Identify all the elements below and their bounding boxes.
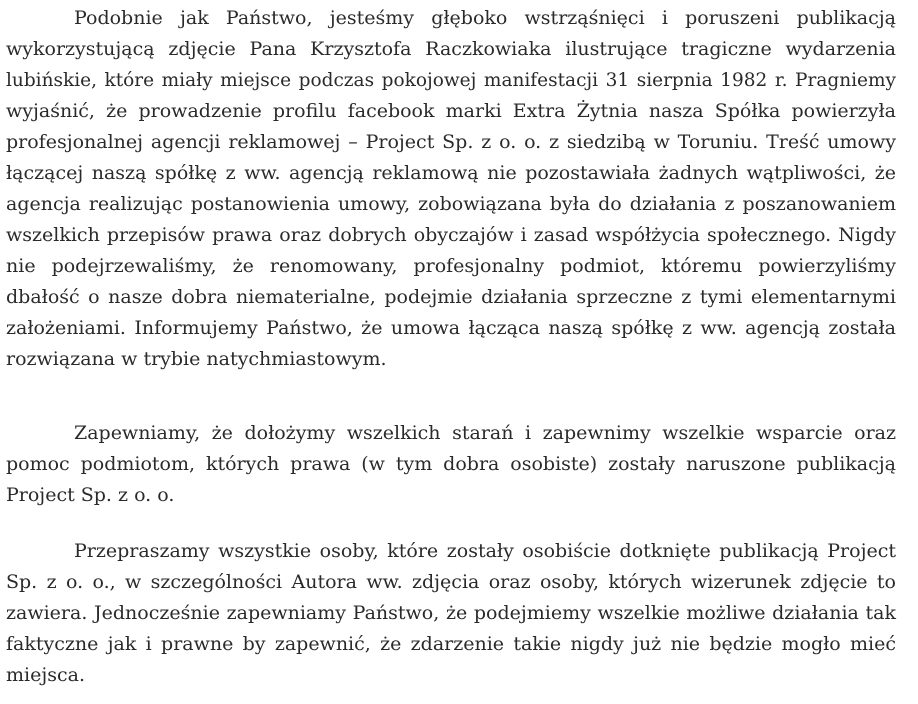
paragraph-line: agencja realizując postanowienia umowy, zobowiązana była do działania z poszanowaniem: [6, 193, 896, 215]
paragraph-line: Przepraszamy wszystkie osoby, które zostały osobiście dotknięte publikacją Project: [74, 540, 896, 562]
paragraph-line: faktyczne jak i prawne by zapewnić, że zdarzenie takie nigdy już nie będzie mogło mieć: [6, 633, 896, 655]
paragraph-line: Podobnie jak Państwo, jesteśmy głęboko wstrząśnięci i poruszeni publikacją: [74, 7, 896, 29]
paragraph-line: zawiera. Jednocześnie zapewniamy Państwo, że podejmiemy wszelkie możliwe działania tak: [6, 602, 896, 624]
paragraph-line: wszelkich przepisów prawa oraz dobrych obyczajów i zasad współżycia społecznego. Nigdy: [6, 224, 896, 246]
paragraph-line: łączącej naszą spółkę z ww. agencją reklamową nie pozostawiała żadnych wątpliwości, że: [6, 162, 896, 184]
paragraph-line: nie podejrzewaliśmy, że renomowany, profesjonalny podmiot, któremu powierzyliśmy: [6, 255, 896, 277]
paragraph-line: profesjonalnej agencji reklamowej – Project Sp. z o. o. z siedzibą w Toruniu. Treść umowy: [6, 131, 896, 153]
paragraph-line: Project Sp. z o. o.: [6, 484, 175, 506]
paragraph-line: rozwiązana w trybie natychmiastowym.: [6, 348, 387, 370]
paragraph-line: miejsca.: [6, 664, 85, 686]
paragraph-2: [6, 418, 896, 511]
paragraph-line: Sp. z o. o., w szczególności Autora ww. zdjęcia oraz osoby, których wizerunek zdjęcie to: [6, 571, 896, 593]
paragraph-line: Zapewniamy, że dołożymy wszelkich starań i zapewnimy wszelkie wsparcie oraz: [74, 422, 896, 444]
paragraph-line: wykorzystującą zdjęcie Pana Krzysztofa Raczkowiaka ilustrujące tragiczne wydarzenia: [6, 38, 896, 60]
paragraph-1: [6, 3, 896, 375]
paragraph-line: wyjaśnić, że prowadzenie profilu facebook marki Extra Żytnia nasza Spółka powierzyła: [6, 100, 896, 122]
paragraph-line: pomoc podmiotom, których prawa (w tym dobra osobiste) zostały naruszone publikacją: [6, 453, 896, 475]
paragraph-line: założeniami. Informujemy Państwo, że umowa łącząca naszą spółkę z ww. agencją została: [6, 317, 896, 339]
paragraph-3: [6, 536, 896, 691]
paragraph-line: dbałość o nasze dobra niematerialne, podejmie działania sprzeczne z tymi elementarnymi: [6, 286, 896, 308]
paragraph-line: lubińskie, które miały miejsce podczas pokojowej manifestacji 31 sierpnia 1982 r. Pragniemy: [6, 70, 896, 91]
